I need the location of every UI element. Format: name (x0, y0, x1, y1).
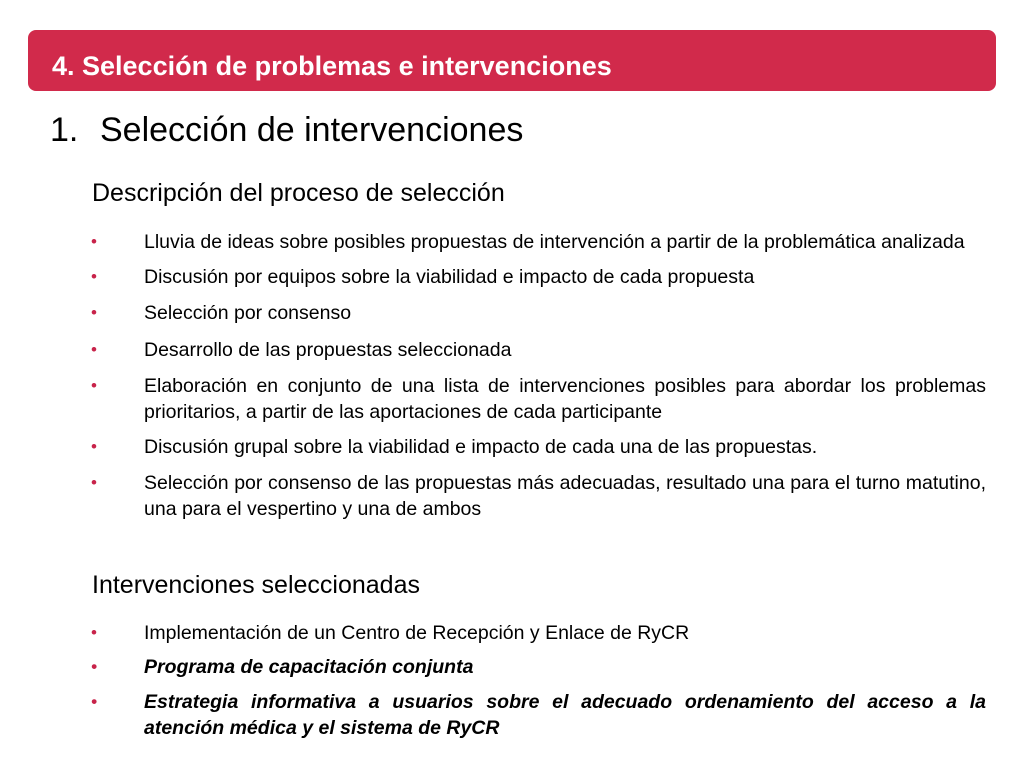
list-item: • Selección por consenso (91, 302, 352, 324)
bullet-icon: • (91, 232, 97, 251)
list-item: • Discusión grupal sobre la viabilidad e impacto de cada una de las propuestas. (91, 436, 818, 458)
list-item: • Elaboración en conjunto de una lista de intervenciones posibles para abordar los problemas prioritarios, a partir de las aportaciones de cada participante (91, 375, 986, 423)
main-heading-text: Selección de intervenciones (100, 111, 524, 149)
section-title-selected: Intervenciones seleccionadas (92, 571, 420, 599)
main-heading-number: 1. (50, 111, 79, 149)
bullet-icon: • (91, 376, 97, 395)
bullet-icon: • (91, 303, 97, 322)
bullet-icon: • (91, 437, 97, 456)
list-item: • Programa de capacitación conjunta (91, 656, 474, 678)
list-item: • Discusión por equipos sobre la viabilidad e impacto de cada propuesta (91, 266, 755, 288)
bullet-icon: • (91, 267, 97, 286)
bullet-icon: • (91, 473, 97, 492)
bullet-icon: • (91, 692, 97, 711)
slide-title: 4. Selección de problemas e intervenciones (52, 51, 612, 81)
list-item: • Lluvia de ideas sobre posibles propuestas de intervención a partir de la problemática analizada (91, 231, 965, 253)
selected-bullet-list (92, 620, 986, 741)
bullet-icon: • (91, 657, 97, 676)
section-title-process: Descripción del proceso de selección (92, 179, 505, 207)
bullet-icon: • (91, 623, 97, 642)
list-item: • Estrategia informativa a usuarios sobre el adecuado ordenamiento del acceso a la atención médica y el sistema de RyCR (91, 691, 986, 739)
process-bullet-list (92, 229, 986, 522)
main-heading (50, 110, 523, 150)
list-item: • Desarrollo de las propuestas seleccionada (91, 339, 512, 361)
list-item: • Selección por consenso de las propuestas más adecuadas, resultado una para el turno matutino, una para el vespertino y una de ambos (91, 472, 986, 520)
bullet-icon: • (91, 340, 97, 359)
header-bar (28, 30, 996, 91)
list-item: • Implementación de un Centro de Recepción y Enlace de RyCR (91, 622, 690, 644)
